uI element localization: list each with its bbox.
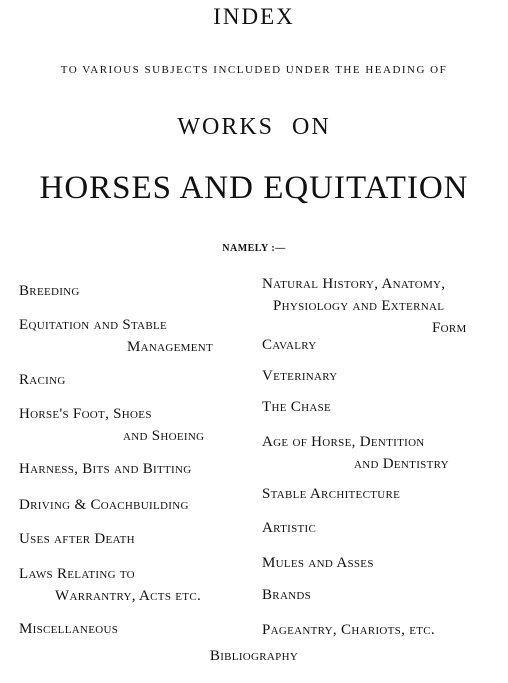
subject-brands: Brands [262, 587, 312, 603]
subject-equitation-line1: Equitation and Stable [19, 317, 168, 333]
subject-age-of-horse-line2: and Dentistry [354, 456, 449, 472]
subject-uses-after-death: Uses after Death [19, 531, 135, 547]
main-heading: HORSES AND EQUITATION [39, 170, 469, 206]
subject-mules-and-asses: Mules and Asses [262, 555, 374, 571]
page-title: INDEX [213, 4, 295, 29]
subject-veterinary: Veterinary [262, 368, 338, 384]
subject-breeding: Breeding [19, 283, 80, 299]
works-heading: WORKS ON [177, 114, 331, 140]
subject-driving: Driving & Coachbuilding [19, 497, 189, 513]
subject-racing: Racing [19, 372, 66, 388]
subject-laws-line2: Warrantry, Acts etc. [55, 588, 202, 604]
subject-natural-history-line2: Physiology and External [273, 298, 445, 314]
subject-equitation-line2: Management [127, 339, 213, 355]
subtitle: TO VARIOUS SUBJECTS INCLUDED UNDER THE HEADING OF [60, 64, 448, 76]
subject-the-chase: The Chase [262, 399, 332, 415]
subject-laws-line1: Laws Relating to [19, 566, 135, 582]
subject-bibliography: Bibliography [209, 648, 299, 664]
subject-harness: Harness, Bits and Bitting [19, 461, 192, 477]
subject-miscellaneous: Miscellaneous [19, 621, 119, 637]
subject-artistic: Artistic [262, 520, 317, 536]
subject-cavalry: Cavalry [262, 337, 317, 353]
subject-horses-foot-line1: Horse's Foot, Shoes [19, 406, 152, 422]
subject-age-of-horse-line1: Age of Horse, Dentition [262, 434, 425, 450]
subject-natural-history-line1: Natural History, Anatomy, [262, 276, 446, 292]
subject-natural-history-line3: Form [432, 320, 467, 336]
subject-pageantry: Pageantry, Chariots, etc. [262, 622, 435, 638]
namely-label: NAMELY :— [222, 243, 286, 254]
subject-stable-architecture: Stable Architecture [262, 486, 401, 502]
subject-horses-foot-line2: and Shoeing [123, 428, 205, 444]
